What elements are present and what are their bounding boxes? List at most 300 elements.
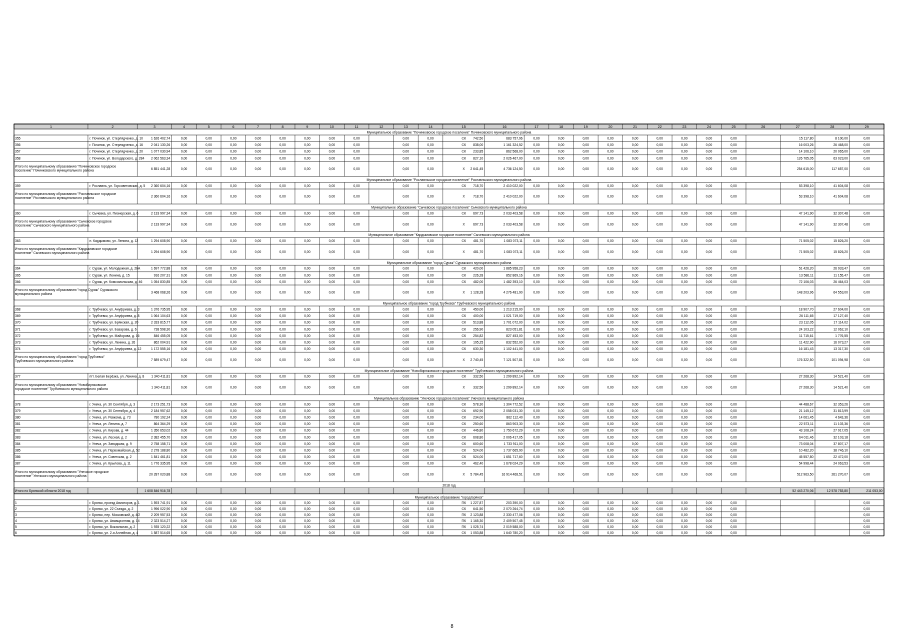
cell-zero: 0,00 bbox=[863, 385, 870, 390]
cell-zero: 0,00 bbox=[279, 435, 286, 440]
cell-zero: 0,00 bbox=[582, 320, 589, 325]
cell-zero: 0,00 bbox=[557, 307, 565, 312]
cell-zero: 0,00 bbox=[705, 415, 713, 420]
table-row bbox=[15, 455, 870, 459]
row-value-26: 23 112,05 bbox=[799, 320, 814, 325]
section-total-unit: X bbox=[462, 222, 465, 227]
cell-zero: 0,00 bbox=[607, 531, 614, 535]
cell-zero: 0,00 bbox=[705, 428, 713, 433]
cell-zero: 0,00 bbox=[180, 455, 188, 460]
cell-zero: 0,00 bbox=[607, 525, 614, 529]
cell-zero: 0,00 bbox=[304, 340, 311, 345]
cell-zero: 0,00 bbox=[304, 347, 311, 352]
cell-zero: 0,00 bbox=[427, 357, 434, 362]
cell-zero: 0,00 bbox=[205, 408, 212, 413]
cell-zero: 0,00 bbox=[656, 211, 663, 216]
cell-zero: 0,00 bbox=[180, 525, 188, 529]
section-total-label: Итого по муниципальному образованию "Сычевское городское bbox=[15, 219, 112, 224]
cell-zero: 0,00 bbox=[863, 314, 870, 319]
cell-zero: 0,00 bbox=[681, 455, 688, 460]
row-unit: ПК bbox=[461, 513, 466, 517]
section-total-label: Итого по муниципальному образованию "Новобирюковское bbox=[15, 382, 107, 387]
cell-zero: 0,00 bbox=[205, 441, 212, 446]
section-total-27: 14 521,40 bbox=[833, 385, 848, 390]
section-total-unit: X bbox=[462, 249, 465, 254]
row-sum: 1 213 215,00 bbox=[503, 307, 523, 312]
row-total: 2 041 130,26 bbox=[150, 143, 171, 148]
cell-zero: 0,00 bbox=[533, 333, 540, 338]
row-area: 513,88 bbox=[473, 320, 484, 325]
cell-zero: 0,00 bbox=[205, 347, 212, 352]
row-value-27: 17 114,02 bbox=[833, 320, 848, 325]
cell-zero: 0,00 bbox=[582, 273, 589, 278]
cell-zero: 0,00 bbox=[681, 357, 688, 362]
cell-zero: 0,00 bbox=[863, 211, 870, 216]
cell-zero: 0,00 bbox=[557, 167, 565, 172]
cell-zero: 0,00 bbox=[705, 222, 713, 227]
cell-zero: 0,00 bbox=[279, 340, 286, 345]
cell-zero: 0,00 bbox=[230, 461, 237, 466]
cell-zero: 0,00 bbox=[230, 422, 237, 427]
row-address: г. Брянск, проезд Авиаторов, д. 1 bbox=[89, 501, 140, 505]
row-number: 3 bbox=[15, 513, 17, 517]
cell-zero: 0,00 bbox=[353, 333, 360, 338]
cell-zero: 0,00 bbox=[427, 340, 434, 345]
cell-zero: 0,00 bbox=[730, 525, 737, 529]
cell-zero: 0,00 bbox=[205, 222, 212, 227]
cell-zero: 0,00 bbox=[353, 327, 360, 332]
cell-zero: 0,00 bbox=[279, 501, 286, 505]
cell-zero: 0,00 bbox=[180, 249, 188, 254]
section-total-label: Итого по муниципальному образованию "город Сураж" Суражского bbox=[15, 288, 118, 292]
row-value-27: 26 468,00 bbox=[833, 143, 848, 148]
cell-zero: 0,00 bbox=[705, 183, 713, 188]
cell-zero: 0,00 bbox=[557, 531, 565, 535]
cell-zero: 0,00 bbox=[607, 455, 614, 460]
cell-zero: 0,00 bbox=[180, 333, 188, 338]
cell-zero: 0,00 bbox=[254, 531, 262, 535]
cell-zero: 0,00 bbox=[656, 357, 663, 362]
cell-zero: 0,00 bbox=[205, 239, 212, 244]
cell-zero: 0,00 bbox=[582, 333, 589, 338]
cell-zero: 0,00 bbox=[582, 183, 589, 188]
cell-zero: 0,00 bbox=[427, 472, 434, 477]
cell-zero: 0,00 bbox=[705, 307, 713, 312]
row-number: 355 bbox=[15, 136, 21, 141]
cell-zero: 0,00 bbox=[631, 279, 639, 284]
cell-zero: 0,00 bbox=[582, 167, 589, 172]
column-number: 25 bbox=[731, 124, 736, 129]
row-unit: СК bbox=[461, 183, 466, 188]
cell-zero: 0,00 bbox=[328, 266, 336, 271]
cell-zero: 0,00 bbox=[705, 435, 713, 440]
row-unit: СК bbox=[461, 347, 466, 352]
cell-zero: 0,00 bbox=[279, 472, 286, 477]
cell-zero: 0,00 bbox=[353, 402, 360, 407]
cell-zero: 0,00 bbox=[304, 136, 311, 141]
cell-zero: 0,00 bbox=[730, 422, 737, 427]
cell-zero: 0,00 bbox=[730, 333, 737, 338]
cell-zero: 0,00 bbox=[863, 194, 870, 199]
row-unit: ПК bbox=[461, 501, 466, 505]
cell-zero: 0,00 bbox=[681, 461, 688, 466]
cell-zero: 0,00 bbox=[656, 441, 663, 446]
cell-zero: 0,00 bbox=[353, 525, 360, 529]
table-row bbox=[15, 239, 870, 243]
row-address: г. Унеча, ул. Заводская, д. 9 bbox=[89, 441, 132, 446]
section-title: Муниципальное образование "Кардымовское городское поселение" Сычевского муниципального района bbox=[368, 233, 530, 238]
cell-zero: 0,00 bbox=[705, 472, 713, 477]
row-number: 370 bbox=[15, 320, 21, 325]
cell-zero: 0,00 bbox=[656, 501, 663, 505]
cell-zero: 0,00 bbox=[230, 435, 237, 440]
cell-zero: 0,00 bbox=[533, 143, 540, 148]
cell-zero: 0,00 bbox=[631, 455, 639, 460]
cell-zero: 0,00 bbox=[402, 211, 410, 216]
cell-zero: 0,00 bbox=[607, 435, 614, 440]
cell-zero: 0,00 bbox=[328, 279, 336, 284]
cell-zero: 0,00 bbox=[304, 249, 311, 254]
cell-zero: 0,00 bbox=[254, 357, 262, 362]
row-address: г. Трубчевск, ул. Брянская, д. 20 bbox=[89, 320, 139, 325]
cell-zero: 0,00 bbox=[427, 314, 434, 319]
cell-zero: 0,00 bbox=[353, 531, 360, 535]
cell-zero: 0,00 bbox=[254, 525, 262, 529]
cell-zero: 0,00 bbox=[279, 183, 286, 188]
cell-zero: 0,00 bbox=[730, 222, 737, 227]
cell-zero: 0,00 bbox=[533, 307, 540, 312]
cell-zero: 0,00 bbox=[681, 249, 688, 254]
cell-zero: 0,00 bbox=[863, 333, 870, 338]
cell-zero: 0,00 bbox=[681, 307, 688, 312]
column-number: 12 bbox=[379, 124, 384, 129]
row-total: 2 758 158,71 bbox=[150, 441, 171, 446]
cell-zero: 0,00 bbox=[631, 273, 639, 278]
table-row bbox=[15, 402, 870, 406]
cell-zero: 0,00 bbox=[180, 448, 188, 453]
cell-zero: 0,00 bbox=[582, 455, 589, 460]
cell-zero: 0,00 bbox=[656, 222, 663, 227]
cell-zero: 0,00 bbox=[328, 357, 336, 362]
row-address: г. Брянск, ул. 2-я Аллейная, д. 4 bbox=[89, 531, 139, 535]
column-number: 22 bbox=[657, 124, 662, 129]
cell-zero: 0,00 bbox=[230, 441, 237, 446]
column-number: 17 bbox=[534, 124, 539, 129]
section-total-sum: 2 360 604,16 bbox=[150, 194, 171, 199]
table-row bbox=[15, 416, 870, 420]
section-total-26: 53 398,10 bbox=[798, 194, 814, 199]
cell-zero: 0,00 bbox=[631, 513, 639, 517]
cell-zero: 0,00 bbox=[656, 408, 663, 413]
cell-zero: 0,00 bbox=[304, 472, 311, 477]
row-number: 357 bbox=[15, 149, 21, 154]
cell-zero: 0,00 bbox=[681, 266, 688, 271]
cell-zero: 0,00 bbox=[557, 266, 565, 271]
cell-zero: 0,00 bbox=[557, 472, 565, 477]
cell-zero: 0,00 bbox=[730, 249, 737, 254]
cell-zero: 0,00 bbox=[205, 525, 212, 529]
row-address: г. Починок, ул. Стерлядченко, д. 20 bbox=[89, 149, 144, 154]
table-row bbox=[15, 314, 870, 318]
cell-zero: 0,00 bbox=[863, 167, 870, 172]
cell-zero: 0,00 bbox=[607, 428, 614, 433]
cell-zero: 0,00 bbox=[254, 402, 262, 407]
cell-zero: 0,00 bbox=[705, 136, 713, 141]
cell-zero: 0,00 bbox=[863, 408, 870, 413]
cell-zero: 0,00 bbox=[353, 472, 360, 477]
cell-zero: 0,00 bbox=[328, 222, 336, 227]
cell-zero: 0,00 bbox=[402, 501, 410, 505]
cell-zero: 0,00 bbox=[328, 314, 336, 319]
section-total-area: 2 641,45 bbox=[470, 167, 484, 172]
cell-zero: 0,00 bbox=[681, 513, 688, 517]
cell-zero: 0,00 bbox=[582, 472, 589, 477]
cell-zero: 0,00 bbox=[705, 385, 713, 390]
cell-zero: 0,00 bbox=[180, 519, 188, 523]
cell-zero: 0,00 bbox=[631, 266, 639, 271]
row-unit: СК bbox=[461, 211, 466, 216]
cell-zero: 0,00 bbox=[631, 472, 639, 477]
row-total: 1 294 608,90 bbox=[150, 239, 171, 244]
cell-zero: 0,00 bbox=[730, 307, 737, 312]
row-unit: СК bbox=[461, 415, 466, 420]
cell-zero: 0,00 bbox=[254, 273, 262, 278]
row-unit: СК bbox=[461, 428, 466, 433]
cell-zero: 0,00 bbox=[353, 455, 360, 460]
cell-zero: 0,00 bbox=[730, 143, 737, 148]
cell-zero: 0,00 bbox=[705, 239, 713, 244]
cell-zero: 0,00 bbox=[230, 314, 237, 319]
row-total: 1 340 411,81 bbox=[151, 374, 171, 379]
cell-zero: 0,00 bbox=[304, 239, 311, 244]
cell-zero: 0,00 bbox=[863, 249, 870, 254]
cell-zero: 0,00 bbox=[304, 441, 311, 446]
cell-zero: 0,00 bbox=[205, 340, 212, 345]
cell-zero: 0,00 bbox=[863, 327, 870, 332]
section-total-label: муниципального района bbox=[15, 292, 53, 296]
cell-zero: 0,00 bbox=[328, 415, 336, 420]
row-value-26: 21 145,12 bbox=[798, 408, 814, 413]
cell-zero: 0,00 bbox=[180, 340, 188, 345]
cell-zero: 0,00 bbox=[328, 374, 336, 379]
cell-zero: 0,00 bbox=[681, 239, 688, 244]
cell-zero: 0,00 bbox=[582, 513, 589, 517]
row-number: 378 bbox=[15, 402, 21, 407]
cell-zero: 0,00 bbox=[533, 435, 540, 440]
row-number: 374 bbox=[15, 347, 21, 352]
cell-zero: 0,00 bbox=[254, 307, 262, 312]
cell-zero: 0,00 bbox=[205, 402, 212, 407]
row-address: г. Унеча, ул. Лесная, д. 2 bbox=[89, 435, 127, 440]
section-total-label: Итого по муниципальному образованию "Починковское городское bbox=[15, 164, 117, 169]
table-row bbox=[15, 280, 870, 284]
cell-zero: 0,00 bbox=[607, 136, 614, 141]
section-total-area: 481,70 bbox=[473, 249, 484, 254]
cell-zero: 0,00 bbox=[557, 525, 565, 529]
row-unit: СК bbox=[461, 273, 466, 278]
cell-zero: 0,00 bbox=[205, 428, 212, 433]
cell-zero: 0,00 bbox=[328, 149, 336, 154]
cell-zero: 0,00 bbox=[607, 249, 614, 254]
row-unit: СК bbox=[461, 143, 466, 148]
cell-zero: 0,00 bbox=[205, 290, 212, 295]
cell-zero: 0,00 bbox=[205, 136, 212, 141]
section-total-unit: X bbox=[462, 290, 465, 295]
row-total: 2 382 455,70 bbox=[150, 435, 171, 440]
cell-zero: 0,00 bbox=[230, 455, 237, 460]
cell-zero: 0,00 bbox=[533, 525, 540, 529]
column-number: 18 bbox=[559, 124, 564, 129]
row-area: 250,60 bbox=[473, 422, 484, 427]
row-number: 384 bbox=[15, 441, 21, 446]
row-number: 377 bbox=[15, 374, 21, 379]
table-row bbox=[15, 501, 870, 505]
cell-zero: 0,00 bbox=[254, 385, 262, 390]
table-row bbox=[15, 507, 870, 511]
table-row bbox=[15, 519, 870, 523]
cell-zero: 0,00 bbox=[582, 314, 589, 319]
cell-zero: 0,00 bbox=[730, 461, 737, 466]
table-row bbox=[15, 531, 870, 535]
cell-zero: 0,00 bbox=[607, 415, 614, 420]
cell-zero: 0,00 bbox=[230, 501, 237, 505]
section-total-cost: 7 121 507,81 bbox=[503, 357, 523, 362]
cell-zero: 0,00 bbox=[656, 183, 663, 188]
cell-zero: 0,00 bbox=[681, 441, 688, 446]
cell-zero: 0,00 bbox=[304, 357, 311, 362]
cell-zero: 0,00 bbox=[353, 143, 360, 148]
cell-zero: 0,00 bbox=[557, 519, 565, 523]
cell-zero: 0,00 bbox=[180, 279, 188, 284]
row-address: г. Брянск, ул. 22 Съезда, д. 2 bbox=[89, 507, 134, 511]
row-total: 2 323 514,27 bbox=[150, 519, 171, 523]
cell-zero: 0,00 bbox=[863, 461, 870, 466]
cell-zero: 0,00 bbox=[180, 194, 188, 199]
cell-zero: 0,00 bbox=[230, 143, 237, 148]
cell-zero: 0,00 bbox=[533, 290, 540, 295]
row-number: 380 bbox=[15, 415, 21, 420]
cell-zero: 0,00 bbox=[607, 347, 614, 352]
cell-zero: 0,00 bbox=[607, 314, 614, 319]
section-total-26: 254 615,00 bbox=[796, 167, 814, 172]
row-total: 780 192,24 bbox=[153, 415, 171, 420]
cell-zero: 0,00 bbox=[863, 279, 870, 284]
cell-zero: 0,00 bbox=[631, 333, 639, 338]
cell-zero: 0,00 bbox=[533, 422, 540, 427]
cell-zero: 0,00 bbox=[730, 156, 737, 161]
cell-zero: 0,00 bbox=[730, 402, 737, 407]
cell-zero: 0,00 bbox=[705, 357, 713, 362]
cell-zero: 0,00 bbox=[230, 279, 237, 284]
cell-zero: 0,00 bbox=[656, 340, 663, 345]
row-value-26: 15 117,80 bbox=[799, 136, 814, 141]
row-unit: ПК bbox=[461, 525, 466, 529]
cell-zero: 0,00 bbox=[863, 307, 870, 312]
cell-zero: 0,00 bbox=[427, 167, 434, 172]
cell-zero: 0,00 bbox=[279, 448, 286, 453]
row-area: 692,90 bbox=[473, 408, 484, 413]
cell-zero: 0,00 bbox=[607, 320, 614, 325]
cell-zero: 0,00 bbox=[279, 314, 286, 319]
cell-zero: 0,00 bbox=[607, 239, 614, 244]
row-address: пгт. Белая Берёзка, ул. Ленина, д. 8 bbox=[89, 374, 145, 379]
cell-zero: 0,00 bbox=[631, 525, 639, 529]
cell-zero: 0,00 bbox=[353, 422, 360, 427]
row-area: 400,00 bbox=[473, 314, 484, 319]
table-row bbox=[15, 156, 870, 160]
cell-zero: 0,00 bbox=[730, 385, 737, 390]
cell-zero: 0,00 bbox=[279, 461, 286, 466]
cell-zero: 0,00 bbox=[279, 513, 286, 517]
cell-zero: 0,00 bbox=[656, 513, 663, 517]
cell-zero: 0,00 bbox=[533, 347, 540, 352]
cell-zero: 0,00 bbox=[427, 507, 434, 511]
cell-zero: 0,00 bbox=[427, 501, 434, 505]
cell-zero: 0,00 bbox=[304, 183, 311, 188]
cell-zero: 0,00 bbox=[863, 519, 870, 523]
cell-zero: 0,00 bbox=[656, 525, 663, 529]
cell-zero: 0,00 bbox=[328, 385, 336, 390]
row-address: г. Унеча, ул. Советская, д. 2 bbox=[89, 455, 132, 460]
row-sum: 862 568,00 bbox=[506, 149, 523, 154]
cell-zero: 0,00 bbox=[230, 472, 237, 477]
column-number: 9 bbox=[306, 124, 309, 129]
cell-zero: 0,00 bbox=[205, 531, 212, 535]
cell-zero: 0,00 bbox=[279, 194, 286, 199]
cell-zero: 0,00 bbox=[304, 435, 311, 440]
cell-zero: 0,00 bbox=[180, 327, 188, 332]
row-unit: СК bbox=[461, 408, 466, 413]
cell-zero: 0,00 bbox=[607, 408, 614, 413]
row-value-27: 11 155,47 bbox=[833, 273, 848, 278]
row-area: 332,50 bbox=[473, 374, 484, 379]
row-sum: 1 651 717,60 bbox=[503, 455, 523, 460]
row-number: 363 bbox=[15, 239, 21, 244]
cell-zero: 0,00 bbox=[557, 448, 565, 453]
row-address: г. Унеча, ул. Крылова, д. 11 bbox=[89, 461, 131, 466]
row-value-26: 18 907,70 bbox=[798, 307, 814, 312]
row-address: г. Унеча, ул. 30 Сентября, д. 3 bbox=[89, 402, 136, 407]
row-total: 2 062 563,34 bbox=[150, 156, 171, 161]
cell-zero: 0,00 bbox=[607, 167, 614, 172]
cell-zero: 0,00 bbox=[205, 167, 212, 172]
section-total-27: 101 094,98 bbox=[831, 357, 848, 362]
cell-zero: 0,00 bbox=[353, 167, 360, 172]
cell-zero: 0,00 bbox=[180, 266, 188, 271]
cell-zero: 0,00 bbox=[730, 428, 737, 433]
section-total-label: поселение" Починковского муниципального района bbox=[15, 168, 94, 173]
cell-zero: 0,00 bbox=[681, 340, 688, 345]
cell-zero: 0,00 bbox=[557, 211, 565, 216]
row-total: 1 996 022,90 bbox=[150, 507, 171, 511]
cell-zero: 0,00 bbox=[607, 402, 614, 407]
cell-zero: 0,00 bbox=[230, 136, 237, 141]
cell-zero: 0,00 bbox=[279, 211, 286, 216]
table-row bbox=[15, 435, 870, 439]
column-number: 1 bbox=[49, 124, 52, 129]
cell-zero: 0,00 bbox=[681, 507, 688, 511]
cell-zero: 0,00 bbox=[304, 194, 311, 199]
cell-zero: 0,00 bbox=[557, 415, 565, 420]
row-area: 226,28 bbox=[473, 273, 484, 278]
cell-zero: 0,00 bbox=[705, 314, 713, 319]
cell-zero: 0,00 bbox=[557, 501, 565, 505]
row-unit: СК bbox=[461, 136, 466, 141]
cell-zero: 0,00 bbox=[730, 149, 737, 154]
cell-zero: 0,00 bbox=[681, 501, 688, 505]
cell-zero: 0,00 bbox=[304, 448, 311, 453]
cell-zero: 0,00 bbox=[656, 507, 663, 511]
